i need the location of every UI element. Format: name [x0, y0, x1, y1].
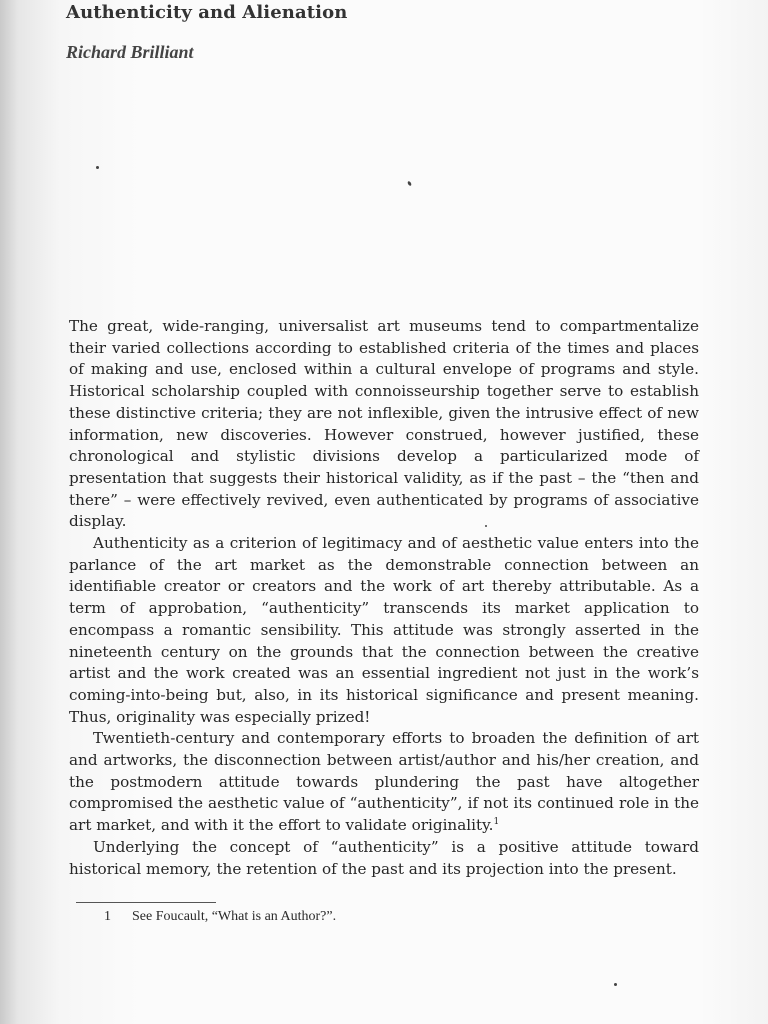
footnote-text: See Foucault, “What is an Author?”.	[132, 909, 337, 924]
print-speck	[614, 983, 617, 986]
body-paragraph	[69, 316, 699, 533]
body-paragraph	[69, 728, 699, 837]
paragraph-text: Authenticity as a criterion of legitimacy and of aesthetic value enters into the parlance of the art market as the demonstrable connection between an identifiable creator or creators and the work of art thereby attributable. As a term of approbation, “authenticity” transcends its market application to encompass a romantic sensibility. This attitude was strongly asserted in the nineteenth century on the grounds that the connection between the creative artist and the work created was an essential ingredient not just in the work’s coming-into-being but, also, in its historical significance and present meaning. Thus, originality was especially prized!	[69, 534, 699, 726]
footnote	[104, 909, 336, 925]
footnote-reference[interactable]: 1	[493, 817, 500, 828]
print-speck	[407, 181, 412, 187]
paragraph-text: Twentieth-century and contemporary efforts to broaden the definition of art and artworks, the disconnection between artist/author and his/her creation, and the postmodern attitude towards plundering the past have altogether compromised the aesthetic value of “authenticity”, if not its continued role in the art market, and with it the effort to validate originality.	[69, 729, 699, 835]
article-author: Richard Brilliant	[66, 42, 194, 62]
article-title: Authenticity and Alienation	[66, 2, 348, 23]
footnote-number: 1	[104, 909, 111, 924]
print-speck	[96, 166, 99, 169]
body-paragraph	[69, 533, 699, 728]
paragraph-text: The great, wide-ranging, universalist art museums tend to compartmentalize their varied collections according to established criteria of the times and places of making and use, enclosed within a cultural envelope of programs and style. Historical scholarship coupled with connoisseurship together serve to establish these distinctive criteria; they are not inflexible, given the intrusive effect of new information, new discoveries. However construed, however justified, these chronological and stylistic divisions develop a particularized mode of presentation that suggests their historical validity, as if the past – the “then and there” – were effectively revived, even authenticated by programs of associative display.	[69, 317, 699, 531]
paragraph-text: Underlying the concept of “authenticity” is a positive attitude toward historical memory, the retention of the past and its projection into the present.	[69, 837, 699, 878]
footnote-divider	[76, 902, 216, 903]
article-body	[69, 316, 699, 880]
body-paragraph	[69, 837, 699, 880]
